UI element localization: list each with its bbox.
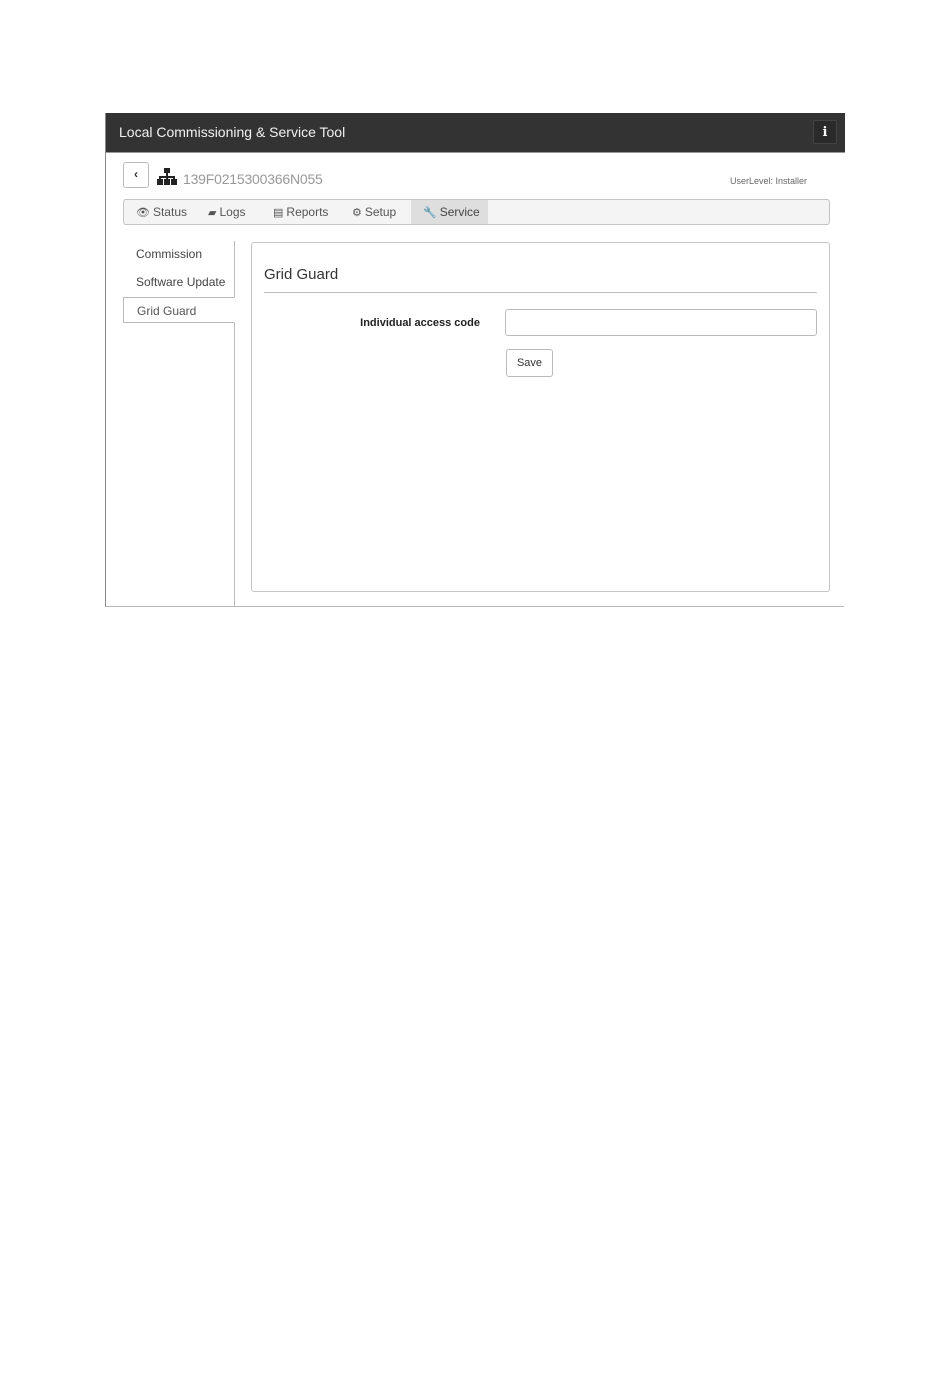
gears-icon: ⚙: [352, 207, 362, 219]
tab-setup[interactable]: [340, 200, 408, 224]
app-title: Local Commissioning & Service Tool: [119, 124, 346, 140]
sitemap-icon: [157, 168, 177, 185]
divider: [264, 292, 817, 293]
save-button[interactable]: Save: [506, 349, 553, 377]
sidebar-item-software-update[interactable]: Software Update: [136, 275, 226, 289]
back-button[interactable]: ‹: [123, 162, 149, 188]
tab-label: Logs: [219, 205, 246, 219]
access-code-label: Individual access code: [360, 317, 480, 329]
tab-label: Service: [439, 205, 480, 219]
panel-title: Grid Guard: [264, 266, 339, 283]
app-window: [105, 113, 844, 607]
tab-label: Status: [152, 205, 187, 219]
user-level-label: UserLevel: Installer: [729, 176, 807, 186]
sidebar-item-commission[interactable]: Commission: [136, 247, 203, 261]
eye-icon: 👁: [136, 207, 150, 219]
sidebar-item-grid-guard[interactable]: Grid Guard: [123, 297, 235, 323]
tab-service[interactable]: [411, 200, 488, 224]
access-code-input[interactable]: [505, 309, 817, 336]
tab-reports[interactable]: [261, 200, 340, 224]
tab-label: Setup: [364, 205, 397, 219]
tab-label: Reports: [286, 205, 329, 219]
main-tabs: [123, 199, 830, 225]
service-sidebar: [123, 241, 235, 606]
device-serial: 139F0215300366N055: [183, 171, 323, 187]
tab-status[interactable]: [124, 200, 199, 224]
tab-logs[interactable]: [196, 200, 258, 224]
grid-guard-panel: [251, 242, 830, 592]
info-button[interactable]: i: [813, 120, 837, 144]
file-icon: ▤: [273, 207, 284, 219]
wrench-icon: 🔧: [423, 207, 437, 219]
book-icon: ▰: [208, 207, 217, 219]
title-bar: [106, 113, 845, 153]
